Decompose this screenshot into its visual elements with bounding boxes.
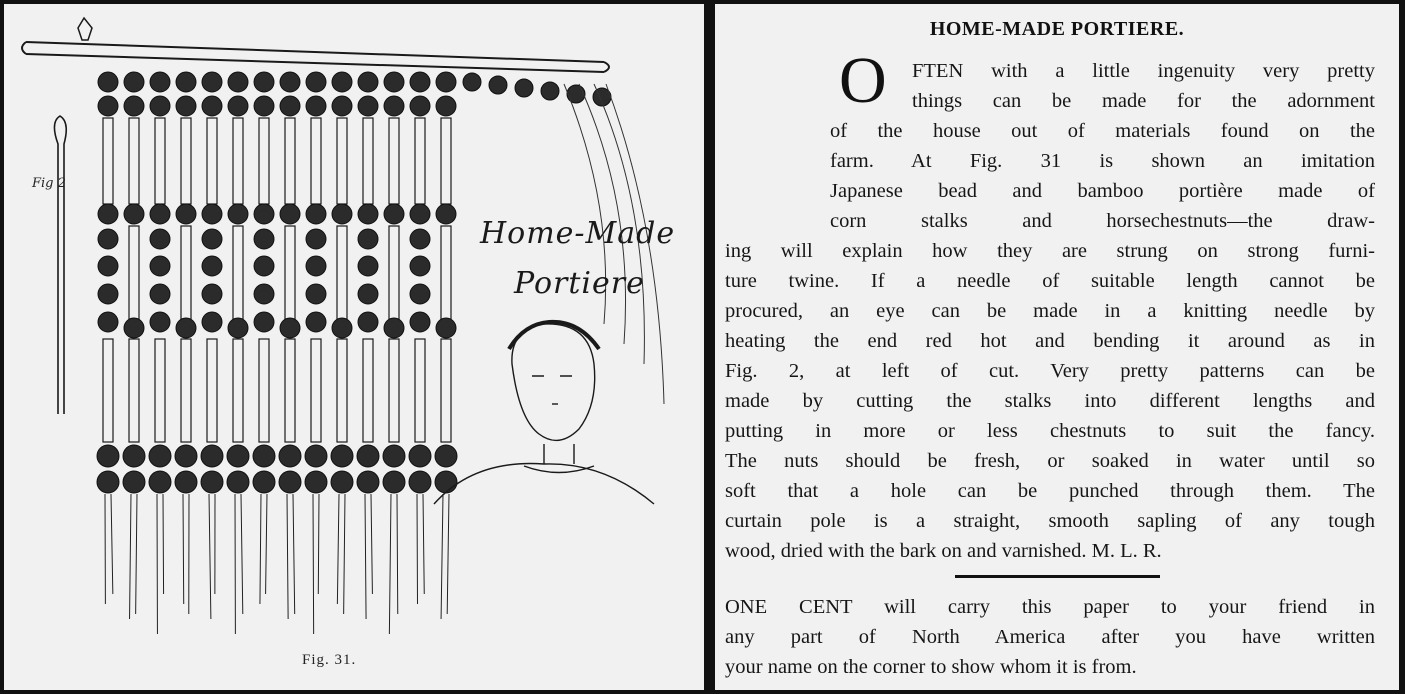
twine-tail	[293, 494, 295, 614]
chestnut-bead	[331, 471, 353, 493]
corn-stalk	[103, 118, 113, 204]
corn-stalk	[155, 339, 165, 442]
chestnut-bead	[358, 229, 378, 249]
twine-tail	[136, 494, 137, 614]
body-line: The nuts should be fresh, or soaked in water until so	[725, 450, 1375, 472]
corn-stalk	[129, 226, 139, 322]
corn-stalk	[181, 118, 191, 204]
chestnut-bead	[150, 312, 170, 332]
twine-tail	[209, 494, 211, 619]
body-line: corn stalks and horsechestnuts—the draw-	[830, 210, 1375, 232]
chestnut-bead	[254, 256, 274, 276]
chestnut-bead	[98, 229, 118, 249]
corn-stalk	[103, 339, 113, 442]
chestnut-bead	[98, 204, 118, 224]
chestnut-bead	[383, 471, 405, 493]
bead-strands	[97, 72, 611, 634]
chestnut-bead	[436, 318, 456, 338]
chestnut-bead	[357, 471, 379, 493]
chestnut-bead	[228, 204, 248, 224]
chestnut-bead	[332, 318, 352, 338]
twine-tail	[371, 494, 372, 594]
twine-tail	[260, 494, 261, 604]
chestnut-bead	[331, 445, 353, 467]
corn-stalk	[129, 118, 139, 204]
chestnut-bead	[280, 318, 300, 338]
chestnut-bead	[409, 471, 431, 493]
corn-stalk	[337, 118, 347, 204]
chestnut-bead	[384, 96, 404, 116]
chestnut-bead	[306, 96, 326, 116]
body-line: Japanese bead and bamboo portière made of	[830, 180, 1375, 202]
chestnut-bead	[410, 96, 430, 116]
corn-stalk	[285, 226, 295, 322]
woman-sketch	[434, 322, 654, 504]
chestnut-bead	[306, 312, 326, 332]
chestnut-bead	[150, 284, 170, 304]
chestnut-bead	[383, 445, 405, 467]
body-line: ture twine. If a needle of suitable length cannot be	[725, 270, 1375, 292]
chestnut-bead	[202, 204, 222, 224]
twine-tail	[318, 494, 319, 594]
curtain-pole	[22, 42, 609, 72]
chestnut-bead	[357, 445, 379, 467]
article-title: HOME-MADE PORTIERE.	[929, 18, 1185, 40]
chestnut-bead	[358, 72, 378, 92]
body-line: putting in more or less chestnuts to suit the fancy.	[725, 420, 1375, 442]
chestnut-bead	[306, 229, 326, 249]
chestnut-bead	[279, 471, 301, 493]
twine-tail	[111, 494, 113, 594]
chestnut-bead	[124, 318, 144, 338]
chestnut-bead	[98, 96, 118, 116]
twine-tail	[287, 494, 288, 619]
chestnut-bead	[489, 76, 507, 94]
twine-tail	[365, 494, 366, 619]
chestnut-bead	[150, 72, 170, 92]
corn-stalk	[389, 339, 399, 442]
chestnut-bead	[332, 96, 352, 116]
chestnut-bead	[358, 256, 378, 276]
chestnut-bead	[176, 72, 196, 92]
chestnut-bead	[227, 445, 249, 467]
corn-stalk	[441, 226, 451, 322]
corn-stalk	[207, 339, 217, 442]
corn-stalk	[259, 339, 269, 442]
footer-line: ONE CENT will carry this paper to your friend in	[725, 596, 1375, 618]
footer-line: your name on the corner to show whom it is from.	[725, 656, 1137, 678]
twine-tail	[183, 494, 184, 604]
chestnut-bead	[202, 229, 222, 249]
chestnut-bead	[123, 471, 145, 493]
chestnut-bead	[358, 96, 378, 116]
article-panel	[715, 4, 1399, 690]
chestnut-bead	[149, 445, 171, 467]
chestnut-bead	[409, 445, 431, 467]
handwritten-title-line2: Portiere	[514, 266, 645, 301]
portiere-illustration	[4, 4, 704, 690]
twine-tail	[344, 494, 345, 614]
chestnut-bead	[358, 312, 378, 332]
corn-stalk	[311, 339, 321, 442]
twine-tail	[241, 494, 243, 614]
corn-stalk	[181, 339, 191, 442]
body-line: heating the end red hot and bending it around as in	[725, 330, 1375, 352]
chestnut-bead	[306, 284, 326, 304]
chestnut-bead	[202, 72, 222, 92]
pole-finial	[78, 18, 92, 40]
twine-tail	[417, 494, 418, 604]
section-divider	[955, 575, 1160, 578]
chestnut-bead	[97, 471, 119, 493]
twine-tail	[313, 494, 314, 634]
chestnut-bead	[228, 96, 248, 116]
corn-stalk	[337, 226, 347, 322]
corn-stalk	[415, 339, 425, 442]
chestnut-bead	[150, 256, 170, 276]
body-line: made by cutting the stalks into different lengths and	[725, 390, 1375, 412]
twine-tail	[397, 494, 398, 614]
chestnut-bead	[384, 72, 404, 92]
chestnut-bead	[435, 445, 457, 467]
body-line: soft that a hole can be punched through them. The	[725, 480, 1375, 502]
corn-stalk	[363, 339, 373, 442]
body-line: ing will explain how they are strung on strong furni-	[725, 240, 1375, 262]
needle-figure	[54, 116, 66, 414]
chestnut-bead	[515, 79, 533, 97]
chestnut-bead	[202, 284, 222, 304]
twine-tail	[447, 494, 449, 614]
chestnut-bead	[176, 318, 196, 338]
handwritten-title-line1: Home-Made	[480, 216, 676, 251]
twine-tail	[130, 494, 131, 619]
corn-stalk	[441, 339, 451, 442]
chestnut-bead	[124, 96, 144, 116]
chestnut-bead	[150, 204, 170, 224]
chestnut-bead	[358, 284, 378, 304]
corn-stalk	[233, 339, 243, 442]
chestnut-bead	[280, 96, 300, 116]
chestnut-bead	[541, 82, 559, 100]
chestnut-bead	[567, 85, 585, 103]
chestnut-bead	[410, 72, 430, 92]
chestnut-bead	[98, 72, 118, 92]
chestnut-bead	[227, 471, 249, 493]
chestnut-bead	[202, 256, 222, 276]
chestnut-bead	[254, 229, 274, 249]
body-line: FTEN with a little ingenuity very pretty	[912, 60, 1375, 82]
chestnut-bead	[253, 471, 275, 493]
drop-cap: O	[839, 44, 887, 117]
twine-tail	[423, 494, 424, 594]
chestnut-bead	[254, 312, 274, 332]
twine-tail	[266, 494, 267, 594]
body-line: farm. At Fig. 31 is shown an imitation	[830, 150, 1375, 172]
chestnut-bead	[384, 318, 404, 338]
twine-tail	[337, 494, 339, 604]
chestnut-bead	[254, 72, 274, 92]
chestnut-bead	[202, 312, 222, 332]
chestnut-bead	[176, 96, 196, 116]
figure-caption: Fig. 31.	[302, 652, 357, 668]
chestnut-bead	[436, 204, 456, 224]
corn-stalk	[207, 118, 217, 204]
chestnut-bead	[175, 471, 197, 493]
illustration-panel	[4, 4, 704, 690]
corn-stalk	[285, 118, 295, 204]
corn-stalk	[415, 118, 425, 204]
chestnut-bead	[149, 471, 171, 493]
chestnut-bead	[201, 471, 223, 493]
corn-stalk	[389, 226, 399, 322]
corn-stalk	[181, 226, 191, 322]
chestnut-bead	[410, 229, 430, 249]
body-line: curtain pole is a straight, smooth sapling of any tough	[725, 510, 1375, 532]
body-line: things can be made for the adornment	[912, 90, 1375, 112]
chestnut-bead	[436, 96, 456, 116]
chestnut-bead	[384, 204, 404, 224]
corn-stalk	[337, 339, 347, 442]
chestnut-bead	[123, 445, 145, 467]
chestnut-bead	[435, 471, 457, 493]
corn-stalk	[233, 118, 243, 204]
chestnut-bead	[253, 445, 275, 467]
corn-stalk	[155, 118, 165, 204]
chestnut-bead	[97, 445, 119, 467]
body-line: of the house out of materials found on the	[830, 120, 1375, 142]
chestnut-bead	[150, 229, 170, 249]
chestnut-bead	[306, 204, 326, 224]
chestnut-bead	[228, 318, 248, 338]
fig-2-label: Fig 2	[32, 176, 66, 191]
chestnut-bead	[305, 445, 327, 467]
corn-stalk	[311, 118, 321, 204]
chestnut-bead	[254, 284, 274, 304]
chestnut-bead	[305, 471, 327, 493]
chestnut-bead	[332, 72, 352, 92]
chestnut-bead	[202, 96, 222, 116]
chestnut-bead	[306, 256, 326, 276]
chestnut-bead	[175, 445, 197, 467]
twine-tail	[163, 494, 164, 594]
chestnut-bead	[410, 256, 430, 276]
body-line: wood, dried with the bark on and varnished. M. L. R.	[725, 540, 1162, 562]
chestnut-bead	[280, 72, 300, 92]
corn-stalk	[441, 118, 451, 204]
chestnut-bead	[332, 204, 352, 224]
chestnut-bead	[98, 256, 118, 276]
corn-stalk	[363, 118, 373, 204]
chestnut-bead	[201, 445, 223, 467]
chestnut-bead	[279, 445, 301, 467]
chestnut-bead	[306, 72, 326, 92]
chestnut-bead	[124, 204, 144, 224]
chestnut-bead	[410, 312, 430, 332]
corn-stalk	[233, 226, 243, 322]
twine-tail	[441, 494, 443, 619]
chestnut-bead	[176, 204, 196, 224]
corn-stalk	[129, 339, 139, 442]
body-line: Fig. 2, at left of cut. Very pretty patterns can be	[725, 360, 1375, 382]
chestnut-bead	[463, 73, 481, 91]
chestnut-bead	[228, 72, 248, 92]
corn-stalk	[285, 339, 295, 442]
chestnut-bead	[150, 96, 170, 116]
chestnut-bead	[436, 72, 456, 92]
chestnut-bead	[98, 312, 118, 332]
chestnut-bead	[254, 96, 274, 116]
chestnut-bead	[98, 284, 118, 304]
chestnut-bead	[358, 204, 378, 224]
corn-stalk	[259, 118, 269, 204]
chestnut-bead	[124, 72, 144, 92]
body-line: procured, an eye can be made in a knitting needle by	[725, 300, 1375, 322]
footer-line: any part of North America after you have written	[725, 626, 1375, 648]
twine-tail	[389, 494, 391, 634]
chestnut-bead	[410, 204, 430, 224]
chestnut-bead	[254, 204, 274, 224]
corn-stalk	[389, 118, 399, 204]
chestnut-bead	[410, 284, 430, 304]
chestnut-bead	[280, 204, 300, 224]
